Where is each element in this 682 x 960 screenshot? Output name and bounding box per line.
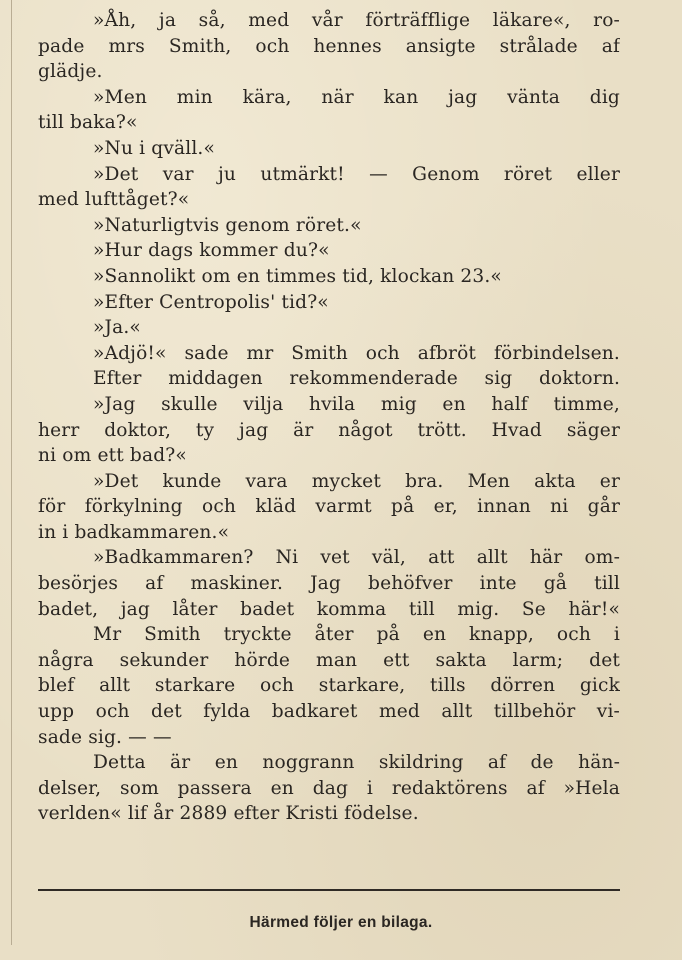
text-line: »Åh, ja så, med vår förträfflige läkare«, ro- <box>93 10 620 31</box>
text-line: »Ja.« <box>93 317 141 339</box>
text-line: »Badkammaren? Ni vet väl, att allt här om- <box>93 547 620 569</box>
column-divider-line <box>11 0 12 945</box>
text-line: »Naturligtvis genom röret.« <box>93 214 362 236</box>
text-line: »Det kunde vara mycket bra. Men akta er <box>93 470 620 492</box>
supplement-notice: Härmed följer en bilaga. <box>249 914 433 931</box>
text-line: »Adjö!« sade mr Smith och afbröt förbindelsen. <box>93 342 620 364</box>
text-line: »Men min kära, när kan jag vänta dig <box>93 86 620 108</box>
section-divider-rule <box>38 889 620 891</box>
text-line: till baka?« <box>38 112 138 134</box>
text-line: badet, jag låter badet komma till mig. Se här!« <box>38 598 620 620</box>
text-line: blef allt starkare och starkare, tills dörren gick <box>38 675 620 697</box>
text-line: sade sig. — — <box>38 726 172 748</box>
text-line: ni om ett bad?« <box>38 445 187 467</box>
article-text-column <box>38 8 620 827</box>
text-line: besörjes af maskiner. Jag behöfver inte gå till <box>38 573 620 595</box>
text-line: glädje. <box>38 61 103 83</box>
text-line: verlden« lif år 2889 efter Kristi födelse. <box>38 803 419 825</box>
text-line: med lufttåget?« <box>38 189 190 211</box>
text-line: några sekunder hörde man ett sakta larm; det <box>38 649 620 671</box>
text-line: Efter middagen rekommenderade sig doktorn. <box>93 368 620 390</box>
text-line: »Sannolikt om en timmes tid, klockan 23.« <box>93 265 502 287</box>
text-line: upp och det fylda badkaret med allt tillbehör vi- <box>38 701 620 723</box>
text-line: pade mrs Smith, och hennes ansigte strålade af <box>38 35 620 57</box>
text-line: »Det var ju utmärkt! — Genom röret eller <box>93 163 620 185</box>
text-line: Mr Smith tryckte åter på en knapp, och i <box>93 624 620 646</box>
text-line: Detta är en noggrann skildring af de hän- <box>93 752 620 774</box>
text-line: för förkylning och kläd varmt på er, innan ni går <box>38 496 620 518</box>
text-line: »Nu i qväll.« <box>93 137 216 159</box>
text-line: herr doktor, ty jag är något trött. Hvad säger <box>38 419 620 441</box>
text-line: in i badkammaren.« <box>38 521 230 543</box>
text-line: »Hur dags kommer du?« <box>93 240 330 262</box>
text-line: »Efter Centropolis' tid?« <box>93 291 329 313</box>
text-line: delser, som passera en dag i redaktörens af »Hela <box>38 777 620 799</box>
text-line: »Jag skulle vilja hvila mig en half timme, <box>93 393 620 415</box>
